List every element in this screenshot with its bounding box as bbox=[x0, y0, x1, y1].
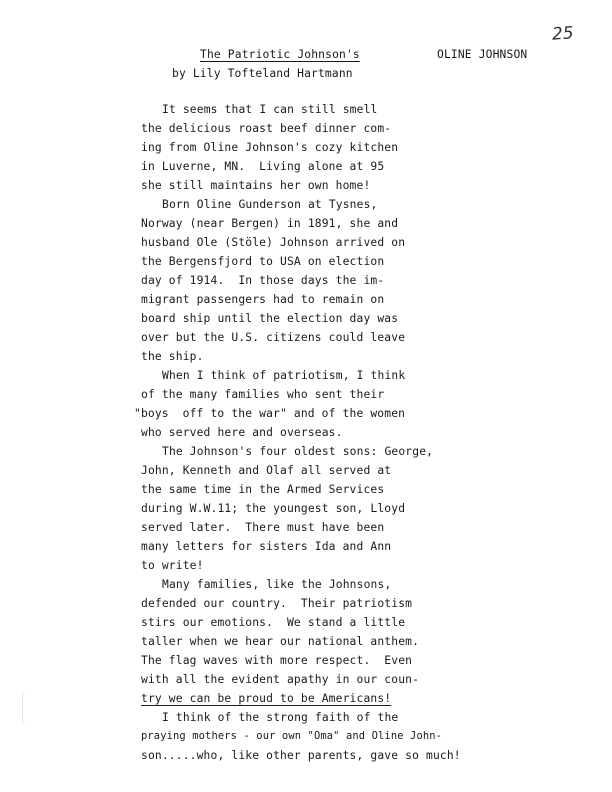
body-line: John, Kenneth and Olaf all served at bbox=[141, 464, 392, 477]
body-line: the Bergensfjord to USA on election bbox=[141, 255, 385, 268]
body-line: she still maintains her own home! bbox=[141, 179, 371, 192]
body-line: praying mothers - our own "Oma" and Oline John- bbox=[141, 730, 443, 742]
body-line: Many families, like the Johnsons, bbox=[162, 578, 392, 591]
body-line: the same time in the Armed Services bbox=[141, 483, 385, 496]
article-byline: by Lily Tofteland Hartmann bbox=[172, 67, 353, 80]
body-line: to write! bbox=[141, 559, 204, 572]
body-line: during W.W.11; the youngest son, Lloyd bbox=[141, 502, 406, 515]
body-line: of the many families who sent their bbox=[141, 388, 385, 401]
body-line: husband Ole (Stöle) Johnson arrived on bbox=[141, 236, 406, 249]
body-line: Norway (near Bergen) in 1891, she and bbox=[141, 217, 399, 230]
body-line-underlined: try we can be proud to be Americans! bbox=[141, 692, 392, 705]
body-line: son.....who, like other parents, gave so much! bbox=[141, 749, 461, 762]
page-number: 25 bbox=[551, 23, 575, 45]
body-line: defended our country. Their patriotism bbox=[141, 597, 413, 610]
article-title: The Patriotic Johnson's bbox=[200, 48, 360, 61]
body-line: "boys off to the war" and of the women bbox=[134, 407, 406, 420]
body-line: taller when we hear our national anthem. bbox=[141, 635, 420, 648]
body-line: migrant passengers had to remain on bbox=[141, 293, 385, 306]
body-line: many letters for sisters Ida and Ann bbox=[141, 540, 392, 553]
body-line: board ship until the election day was bbox=[141, 312, 399, 325]
body-line: When I think of patriotism, I think bbox=[162, 369, 406, 382]
body-line: with all the evident apathy in our coun- bbox=[141, 673, 420, 686]
body-line: I think of the strong faith of the bbox=[162, 711, 399, 724]
body-line: the delicious roast beef dinner com- bbox=[141, 122, 392, 135]
body-line: stirs our emotions. We stand a little bbox=[141, 616, 406, 629]
body-line: in Luverne, MN. Living alone at 95 bbox=[141, 160, 385, 173]
article-subject: OLINE JOHNSON bbox=[437, 48, 528, 61]
body-line: The flag waves with more respect. Even bbox=[141, 654, 413, 667]
body-line: the ship. bbox=[141, 350, 204, 363]
body-line: Born Oline Gunderson at Tysnes, bbox=[162, 198, 378, 211]
body-line: day of 1914. In those days the im- bbox=[141, 274, 385, 287]
body-line: ing from Oline Johnson's cozy kitchen bbox=[141, 141, 399, 154]
body-line: over but the U.S. citizens could leave bbox=[141, 331, 406, 344]
body-line: served later. There must have been bbox=[141, 521, 385, 534]
body-line: It seems that I can still smell bbox=[162, 103, 378, 116]
paper-margin-mark bbox=[22, 688, 37, 728]
body-line: who served here and overseas. bbox=[141, 426, 343, 439]
body-line: The Johnson's four oldest sons: George, bbox=[162, 445, 434, 458]
